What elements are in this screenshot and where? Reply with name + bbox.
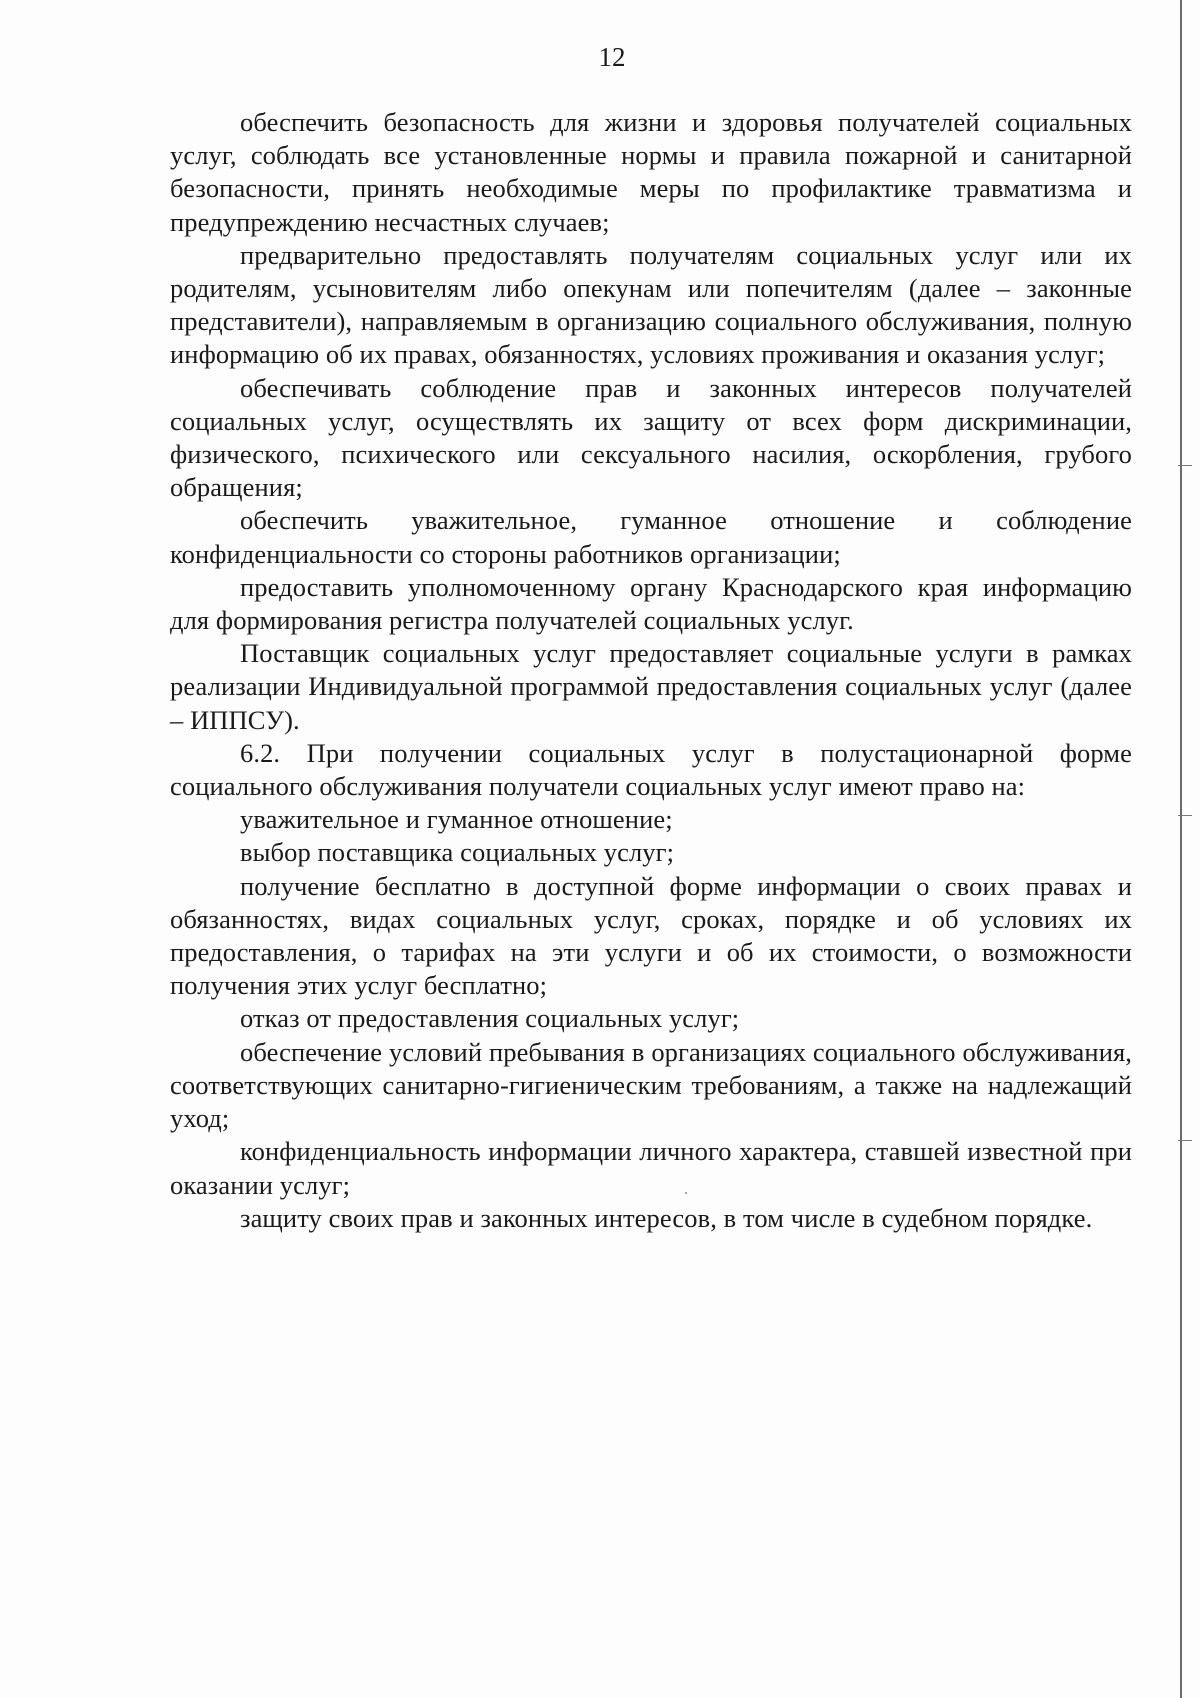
paragraph-ippsu: Поставщик социальных услуг предоставляет социальные услуги в рамках реализации Индивидуальной программой предоставления социальных услуг (далее – ИППСУ). — [170, 638, 1132, 735]
list-item-conditions: обеспечение условий пребывания в организациях социального обслуживания, соответствующих санитарно-гигиеническим требованиям, а также на надлежащий уход; — [170, 1036, 1132, 1134]
paragraph-rights-protection: обеспечивать соблюдение прав и законных интересов получателей социальных услуг, осуществлять их защиту от всех форм дискриминации, физического, психического или сексуального насилия, оскорбления, грубого обращения; — [170, 372, 1132, 503]
list-item-legal-protection: защиту своих прав и законных интересов, в том числе в судебном порядке. — [240, 1202, 1093, 1233]
scan-edge-mark — [1178, 465, 1192, 466]
paragraph-register: предоставить уполномоченному органу Краснодарского края информацию для формирования регистра получателей социальных услуг. — [170, 571, 1132, 636]
scan-edge-line — [1180, 0, 1182, 1698]
page-number: 12 — [598, 42, 626, 72]
list-item-respect: уважительное и гуманное отношение; — [240, 804, 673, 835]
paragraph-confidentiality: обеспечить уважительное, гуманное отношение и соблюдение конфиденциальности со стороны работников организации; — [170, 505, 1132, 569]
paragraph-information: предварительно предоставлять получателям социальных услуг или их родителям, усыновителям либо опекунам или попечителям (далее – законные представители), направляемым в организацию социального обслуживания, полную информацию об их правах, обязанностях, условиях проживания и оказания услуг; — [170, 239, 1132, 370]
document-body — [170, 106, 1132, 1235]
paragraph-section-6-2: 6.2. При получении социальных услуг в полустационарной форме социального обслуживания получатели социальных услуг имеют право на: — [170, 737, 1132, 802]
paragraph-safety: обеспечить безопасность для жизни и здоровья получателей социальных услуг, соблюдать все установленные нормы и правила пожарной и санитарной безопасности, принять необходимые меры по профилактике травматизма и предупреждению несчастных случаев; — [170, 107, 1132, 237]
scan-speck — [685, 1192, 687, 1194]
list-item-refusal: отказ от предоставления социальных услуг; — [240, 1003, 740, 1034]
list-item-free-information: получение бесплатно в доступной форме информации о своих правах и обязанностях, видах социальных услуг, сроках, порядке и об условиях их предоставления, о тарифах на эти услуги и об их стоимости, о возможности получения этих услуг бесплатно; — [170, 870, 1132, 1001]
list-item-confidentiality: конфиденциальность информации личного характера, ставшей известной при оказании услуг; — [170, 1136, 1132, 1200]
list-item-provider-choice: выбор поставщика социальных услуг; — [240, 837, 675, 868]
scan-edge-mark — [1178, 1140, 1192, 1141]
scan-edge-mark — [1178, 815, 1192, 816]
